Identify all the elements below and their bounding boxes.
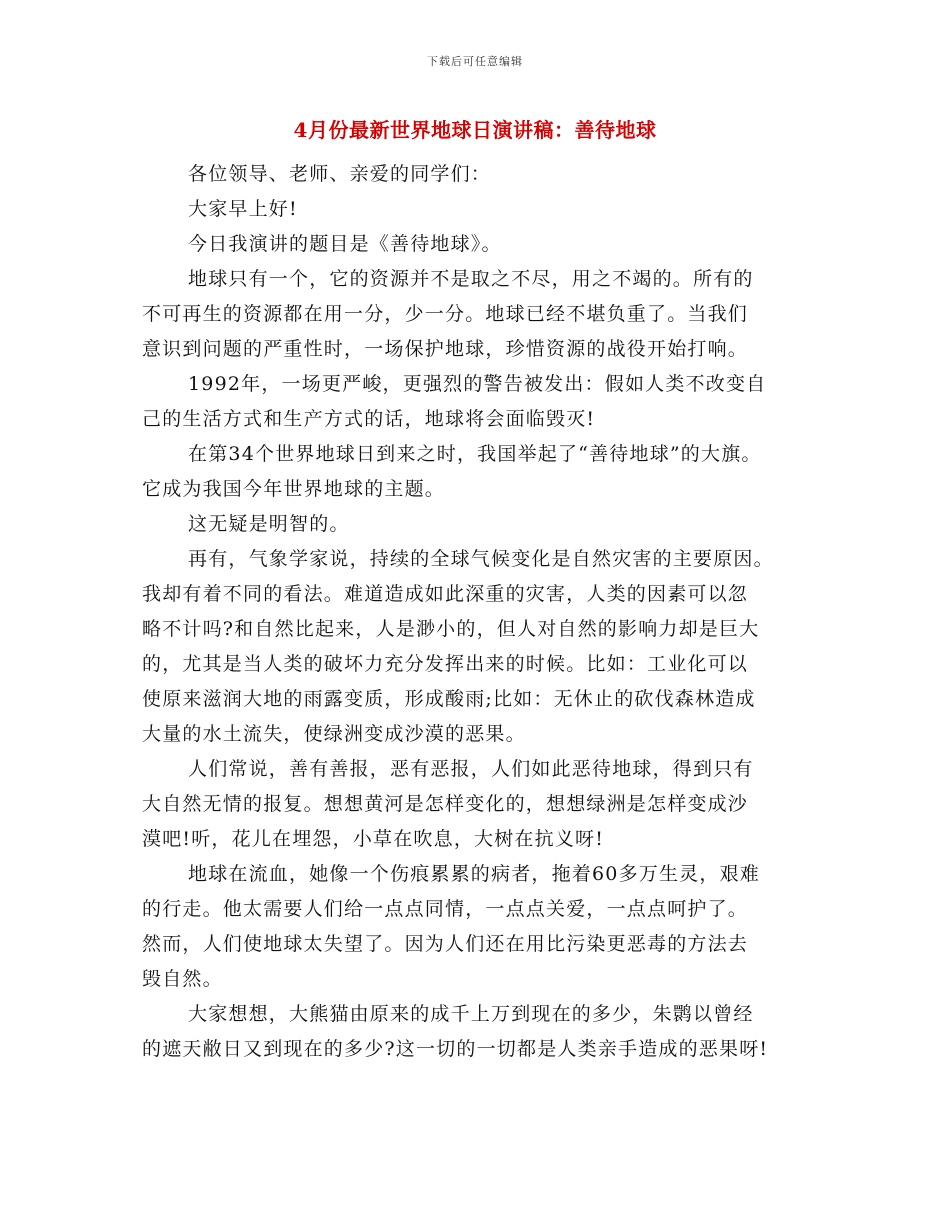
header-note: 下载后可任意编辑 bbox=[427, 55, 523, 68]
text-line: 的遮天敝日又到现在的多少?这一切的一切都是人类亲手造成的恶果呀! bbox=[142, 1038, 769, 1060]
text-line: 人们常说，善有善报，恶有恶报，人们如此恶待地球，得到只有 bbox=[188, 758, 754, 780]
text-line: 我却有着不同的看法。难道造成如此深重的灾害，人类的因素可以忽 bbox=[142, 583, 749, 605]
text-line: 1992年，一场更严峻，更强烈的警告被发出：假如人类不改变自 bbox=[188, 373, 767, 395]
text-line: 地球在流血，她像一个伤痕累累的病者，拖着60多万生灵，艰难 bbox=[188, 863, 760, 885]
text-line: 不可再生的资源都在用一分，少一分。地球已经不堪负重了。当我们 bbox=[142, 303, 749, 325]
text-line: 今日我演讲的题目是《善待地球》。 bbox=[188, 233, 502, 255]
text-line: 这无疑是明智的。 bbox=[188, 513, 350, 535]
document-title: 4月份最新世界地球日演讲稿：善待地球 bbox=[293, 118, 657, 142]
text-line: 在第34个世界地球日到来之时，我国举起了“善待地球”的大旗。 bbox=[188, 443, 762, 465]
text-line: 的行走。他太需要人们给一点点同情，一点点关爱，一点点呵护了。 bbox=[142, 898, 749, 920]
text-line: 再有，气象学家说，持续的全球气候变化是自然灾害的主要原因。 bbox=[188, 548, 774, 570]
text-line: 毁自然。 bbox=[142, 968, 223, 990]
text-line: 意识到问题的严重性时，一场保护地球，珍惜资源的战役开始打响。 bbox=[142, 338, 749, 360]
text-line: 大家早上好! bbox=[188, 198, 298, 220]
text-line: 漠吧!听，花儿在埋怨，小草在吹息，大树在抗义呀! bbox=[142, 828, 605, 850]
text-line: 略不计吗?和自然比起来，人是渺小的，但人对自然的影响力却是巨大 bbox=[142, 618, 760, 640]
text-line: 的，尤其是当人类的破坏力充分发挥出来的时候。比如：工业化可以 bbox=[142, 653, 749, 675]
text-line: 己的生活方式和生产方式的话，地球将会面临毁灭! bbox=[142, 408, 596, 430]
text-line: 大家想想，大熊猫由原来的成千上万到现在的多少，朱鹮以曾经 bbox=[188, 1003, 754, 1025]
text-line: 它成为我国今年世界地球的主题。 bbox=[142, 478, 446, 500]
document-body bbox=[142, 157, 822, 1067]
text-line: 大自然无情的报复。想想黄河是怎样变化的，想想绿洲是怎样变成沙 bbox=[142, 793, 749, 815]
text-line: 大量的水土流失，使绿洲变成沙漠的恶果。 bbox=[142, 723, 526, 745]
text-line: 然而，人们使地球太失望了。因为人们还在用比污染更恶毒的方法去 bbox=[142, 933, 749, 955]
text-line: 使原来滋润大地的雨露变质，形成酸雨;比如：无休止的砍伐森林造成 bbox=[142, 688, 756, 710]
text-line: 各位领导、老师、亲爱的同学们： bbox=[188, 163, 492, 185]
text-line: 地球只有一个，它的资源并不是取之不尽，用之不竭的。所有的 bbox=[188, 268, 754, 290]
